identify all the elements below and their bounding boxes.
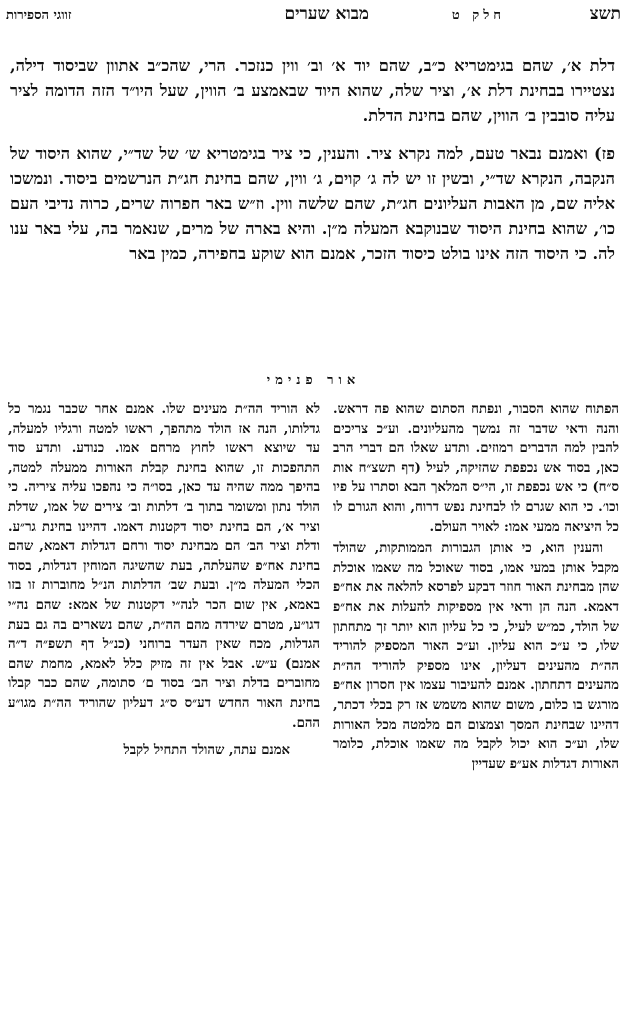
book-title: מבוא שערים — [284, 4, 369, 24]
commentary-paragraph: הפתוח שהוא הסבור, ונפתח הסתום שהוא פה דראש. והנה ודאי שדבר זה נמשך מהעליונים. וע״כ צריכים להבין למה הדברים רמוזים. ותדע שאלו הם דברי הרב כאן, בסוד אש נכפפת שהזיקה, לעיל (דף תשצ״ח אות ס״ח) כי אש נכפפת זו, הי״ס המלאך הבא וסתרו על פיו וכו׳. כי הוא שגרם לו לבחינת נפש דרוח, והוא הגורם לו כל היציאה ממעי אמו: לאויר העולם. — [333, 402, 619, 535]
commentary-column-left — [8, 400, 320, 1015]
main-paragraph: דלת א׳, שהם בגימטריא כ״ב, שהם יוד א׳ וב׳ ווין כנזכר. הרי, שהכ״ב אתוון שביסוד דילה, נצטיירו בבחינת דלת א׳, וציר שלה, שהוא היוד שבאמצע ב׳ הווין, שעל היו״ד הזה הדומה לציר עליה סובבין ב׳ הווין, שהם בחינת הדלת. — [10, 56, 615, 125]
commentary-title: אור פנימי — [266, 373, 361, 388]
page-number: תשצ — [589, 4, 621, 24]
commentary-column-right — [333, 400, 619, 1015]
section-title: זווגי הספירות — [6, 8, 72, 23]
main-paragraph: פז) ואמנם נבאר טעם, למה נקרא ציר. והענין, כי ציר בגימטריא ש׳ של שד״י, שהוא היסוד של הנקבה, הנקרא שד״י, ובשין זו יש לה ג׳ קוים, ג׳ ווין, שהם בחינת חג״ת הנרשמים ביסוד. ונמשכו אליה שם, מן האבות העליונים חג״ת, שהם שלשה ווין. וז״ש באר חפרוה שרים, כרוה נדיבי העם כו׳, שהוא בחינת היסוד שבנוקבא המעלה מ״ן. והיא בארה של מרים, שנאמר בה, עלי באר ענו לה. כי היסוד הזה אינו בולט כיסוד הזכר, אמנם הוא שוקע בחפירה, כמין באר — [10, 144, 615, 263]
commentary-paragraph: לא הוריד הה״ת מעינים שלו. אמנם אחר שכבר נגמר כל גדלותו, הנה אז הולד מתהפך, ראשו למטה ורגליו למעלה, עד שיוצא ראשו לחוץ מרחם אמו. כנודע. ותדע סוד התהפכות זו, שהוא בחינת קבלת האורות ממעלה למטה, בהיפך ממה שהיה עד כאן, בסו״ה כי נהפכו עליה ציריה. כי הולד נתון ומשומר בתוך ב׳ דלתות וב׳ צירים של אמו, שדלת וציר א׳, הם בחינת יסוד דקטנות דאמו. דהיינו בחינת גר״ע. ודלת וציר הב׳ הם מבחינת יסוד ורחם דגדלות דאמא, שהם בחינת אח״פ שהעלתה, בעת שהשיגה המוחין דגדלות, בסוד הכלי המעלה מ״ן. ובעת שב׳ הדלתות הנ״ל מחוברות זו בזו באמא, אין שום הכר לנה״י דקטנות של אמא: שהם נה״י דגו״ע, מטרם שירדה מהם הה״ת, שהם נשארים בה גם בעת הגדלות, מכח שאין העדר ברוחני (כנ״ל דף תשפ״ה ד״ה אמנם) ע״ש. אבל אין זה מזיק כלל לאמא, מחמת שהם מחוברים בדלת וציר הב׳ בסוד ם׳ סתומה, שהם כבר קבלו בחינת האור החדש דע״ס ס״ג דעליון שהוריד הה״ת מגו״ע ההם. — [8, 402, 320, 731]
commentary-paragraph: והענין הוא, כי אותן הגבורות הממותקות, שהולד מקבל אותן במעי אמו, בסוד שאוכל מה שאמו אוכלת שהן מבחינת האור חוזר דבקע לפרסא להלאה את אח״פ דאמא. הנה הן ודאי אין מספיקות להעלות את אח״פ של הולד, כמ״ש לעיל, כי כל עליון הוא יותר זך מתחתון שלו, כי ע״כ הוא עליון. וע״כ האור המספיק להוריד הה״ת מהעינים דעליון, אינו מספיק להוריד הה״ת מהעינים דתחתון. אמנם להעיבור עצמו אין חסרון אח״פ מורגש בו כלום, משום שהוא משמש אז רק בכלי דכתר, דהיינו שבחינת המסך וצמצום הם מלמטה מכל האורות שלו, וע״כ הוא יכול לקבל מה שאמו אוכלת, כלומר האורות דגדלות אע״פ שעדיין — [333, 541, 619, 772]
commentary-paragraph: אמנם עתה, שהולד התחיל לקבל — [123, 743, 290, 759]
part-label: חלק ט — [451, 8, 505, 23]
main-text — [10, 54, 615, 266]
running-header — [6, 2, 621, 26]
